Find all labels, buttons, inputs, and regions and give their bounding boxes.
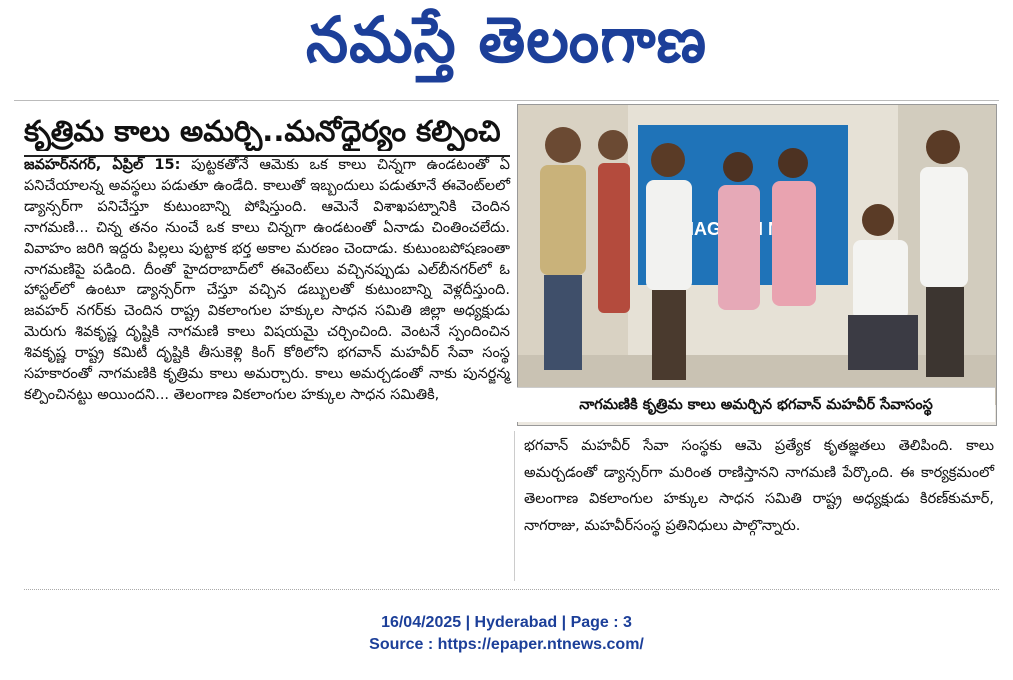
clipping-bottom-edge [24,589,999,598]
article-headline: కృత్రిమ కాలు అమర్చి..మనోధైర్యం కల్పించి [24,114,501,148]
masthead-title: నమస్తే తెలంగాణ [305,3,708,78]
photo-caption: నాగమణికి కృత్రిమ కాలు అమర్చిన భగవాన్ మహవీర్ సేవాసంస్థ [517,387,995,422]
news-clipping [14,100,999,583]
footer-date-edition: 16/04/2025 | Hyderabad | Page : 3 [381,614,632,631]
footer [0,612,1013,656]
masthead [0,0,1013,96]
banner-text: BHAGWAN [668,219,763,239]
article-dateline: జవహర్‌నగర్, ఏప్రిల్ 15: [24,157,181,173]
article-body-right [524,433,994,539]
article-body-left [24,155,510,406]
group-photo-image [518,105,996,405]
column-divider [514,431,515,581]
footer-source: Source : https://epaper.ntnews.com/ [369,636,644,653]
article-text-right: భగవాన్ మహవీర్ సేవా సంస్థకు ఆమె ప్రత్యేక కృతజ్ఞతలు తెలిపింది. కాలు అమర్చడంతో డ్యాన్సర్‌గా మరింత రాణిస్తానని నాగమణి పేర్కొంది. ఈ కార్యక్రమంలో తెలంగాణ వికలాంగుల హక్కుల సాధన సమితి రాష్ట్ర అధ్యక్షుడు కిరణ్‌కుమార్, నాగరాజు, మహవీర్‌సంస్థ ప్రతినిధులు పాల్గొన్నారు. [524,438,994,534]
article-text-left: పుట్టకతోనే ఆమెకు ఒక కాలు చిన్నగా ఉండటంతో ఏ పనిచేయాలన్న అవస్థలు పడుతూ ఉండేది. కాలుతో ఇబ్బందులు పడుతూనే ఈవెంట్‌లలో డ్యాన్సర్‌గా పనిచేస్తూ కుటుంబాన్ని పోషిస్తుంది. ఆమెనే విశాఖపట్నానికి చెందిన నాగమణి... చిన్న తనం నుంచే ఒక కాలు చిన్నగా ఉండటంతో ఏనాడు చింతించలేదు. వివాహం జరిగి ఇద్దరు పిల్లలు పుట్టాక భర్త అకాల మరణం చెందాడు. కుటుంబపోషణంతా నాగమణిపై పడింది. దీంతో హైదరాబాద్‌లో ఈవెంట్‌లు వచ్చినప్పుడు ఎల్‌బీనగర్‌లో ఓ హాస్టల్‌లో ఉంటూ డ్యాన్సర్‌గా చేస్తూ వచ్చిన డబ్బులతో కుటుంబాన్ని వెళ్లదీస్తుంది. జవహర్ నగర్‌కు చెందిన రాష్ట్ర వికలాంగుల హక్కుల సాధన సమితి జిల్లా అధ్యక్షుడు మెరుగు శివకృష్ణ దృష్టికి నాగమణి కాలు విషయమై చర్చించింది. వెంటనే స్పందించిన శివకృష్ణ రాష్ట్ర కమిటీ దృష్టికి తీసుకెళ్లి కింగ్ కోఠిలోని భగవాన్ మహవీర్ సేవా సంస్థ సహకారంతో నాగమణికి కృత్రిమ కాలు అమర్చారు. కాలు అమర్చడంతో నాకు పునర్జన్మ కల్పించినట్టు అయిందని... తెలంగాణ వికలాంగుల హక్కుల సాధన సమితికి, [24,157,510,403]
article-photo [517,104,997,426]
